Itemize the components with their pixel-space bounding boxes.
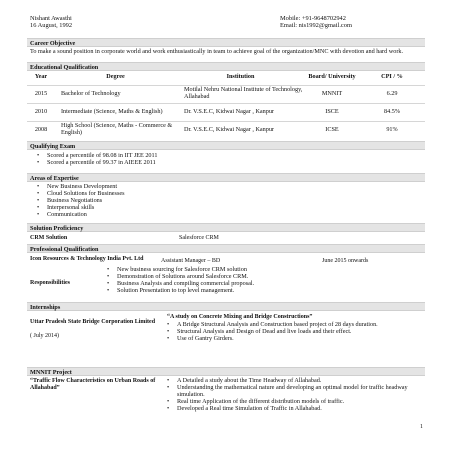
list-item: • Cloud Solutions for Businesses	[35, 191, 425, 198]
cell-institution: Dr. V.S.E.C, Kidwai Nagar , Kanpur	[184, 125, 274, 133]
cell-board: ISCE	[305, 103, 359, 121]
list-item: • Communication	[35, 212, 425, 219]
list-item: • Business Analysis and compiling commercial proposal.	[105, 281, 405, 288]
table-row	[27, 121, 425, 139]
list-item: • Demonstration of Solutions around Salesforce CRM.	[105, 274, 405, 281]
solution-label: CRM Solution	[30, 235, 68, 241]
mobile-number: Mobile: +91-9648702942	[280, 15, 346, 22]
list-item: • Business Negotiations	[35, 198, 425, 205]
cell-degree: Intermediate (Science, Maths & English)	[55, 103, 176, 121]
list-item: • Developed a Real time Simulation of Traffic in Allahabad.	[165, 406, 423, 413]
mnnit-block	[27, 376, 425, 424]
qualifying-exam-list	[27, 150, 425, 173]
col-cpi: CPI / %	[359, 71, 425, 85]
job-role: Assistant Manager – BD	[161, 258, 221, 264]
cell-degree: Bachelor of Technology	[55, 85, 176, 103]
table-row	[27, 85, 425, 103]
cell-cpi: 91%	[386, 125, 398, 133]
list-item: • Scored a percentile of 98.08 in IIT JEE 2011	[35, 153, 425, 160]
cell-year: 2015	[27, 85, 55, 103]
page-number: 1	[420, 424, 423, 430]
internship-period: ( July 2014)	[30, 333, 59, 339]
list-item: • Scored a percentile of 99.37 in AIEEE 2011	[35, 160, 425, 167]
list-item: • Understanding the mathematical nature and developing an optimal model for traffic headway simulation.	[165, 385, 423, 399]
mnnit-list	[165, 378, 423, 413]
education-header-row	[27, 71, 425, 85]
expertise-list	[27, 182, 425, 223]
internships-heading: Internships	[27, 302, 425, 311]
cell-year: 2010	[27, 103, 55, 121]
date-of-birth: 16 August, 1992	[30, 22, 73, 30]
table-row	[27, 103, 425, 121]
career-objective-text: To make a sound position in corporate world and work enthusiastically in team to achieve goal of the organization/MNC with devotion and hard work.	[30, 48, 404, 55]
cell-degree: High School (Science, Maths - Commerce & English)	[61, 122, 173, 137]
cell-year: 2008	[34, 125, 48, 133]
cell-cpi: 84.5%	[359, 103, 425, 121]
list-item: • New business sourcing for Salesforce CRM solution	[105, 267, 405, 274]
email-address: Email: nis1992@gmail.com	[280, 22, 352, 30]
professional-block	[27, 253, 425, 302]
list-item: • Structural Analysis and Design of Dead and live loads and their effect.	[165, 329, 423, 336]
responsibilities-list	[105, 267, 405, 295]
col-year: Year	[27, 71, 55, 85]
resume-page	[27, 15, 425, 424]
qualifying-exam-heading: Qualifying Exam	[27, 141, 425, 150]
col-institution: Institution	[176, 71, 305, 85]
list-item: • A Detailed a study about the Time Headway of Allahabad.	[165, 378, 423, 385]
cell-board: ICSE	[325, 125, 339, 133]
list-item: • A Bridge Structural Analysis and Construction based project of 28 days duration.	[165, 322, 423, 329]
list-item: • Use of Gantry Girders.	[165, 336, 423, 343]
cell-institution: Dr. V.S.E.C, Kidwai Nagar , Kanpur	[176, 103, 305, 121]
solution-row	[27, 232, 425, 244]
list-item: • Real time Application of the different distribution models of traffic.	[165, 399, 423, 406]
professional-heading: Professional Qualification	[27, 244, 425, 253]
cell-institution: Motilal Nehru National Institute of Technology, Allahabad	[176, 85, 305, 103]
solution-value: Salesforce CRM	[179, 235, 219, 241]
mnnit-title: “Traffic Flow Characteristics on Urban Roads of Allahabad”	[30, 378, 156, 391]
education-heading: Educational Qualification	[27, 62, 425, 71]
cell-cpi: 6.29	[359, 85, 425, 103]
resume-header	[27, 15, 425, 31]
cell-board: MNNIT	[305, 85, 359, 103]
career-objective-heading: Career Objective	[27, 38, 425, 47]
job-date: June 2015 onwards	[322, 258, 369, 264]
list-item: • Solution Presentation to top level management.	[105, 288, 405, 295]
list-item: • New Business Development	[35, 184, 425, 191]
expertise-heading: Areas of Expertise	[27, 173, 425, 182]
internship-org: Uttar Pradesh State Bridge Corporation Limited	[30, 319, 156, 325]
col-board: Board/ University	[305, 71, 359, 85]
solution-heading: Solution Proficiency	[27, 223, 425, 232]
education-table	[27, 71, 425, 139]
responsibilities-label: Responsibilities	[30, 280, 71, 286]
col-degree: Degree	[55, 71, 176, 85]
company-name: Icon Resources & Technology India Pvt. Ltd	[30, 256, 144, 262]
internship-block	[27, 311, 425, 367]
internship-list	[165, 322, 423, 343]
mnnit-heading: MNNIT Project	[27, 367, 425, 376]
candidate-name: Nishant Awasthi	[30, 15, 72, 22]
list-item: • Interpersonal skills	[35, 205, 425, 212]
internship-title: “A study on Concrete Mixing and Bridge Constructions”	[167, 314, 313, 320]
